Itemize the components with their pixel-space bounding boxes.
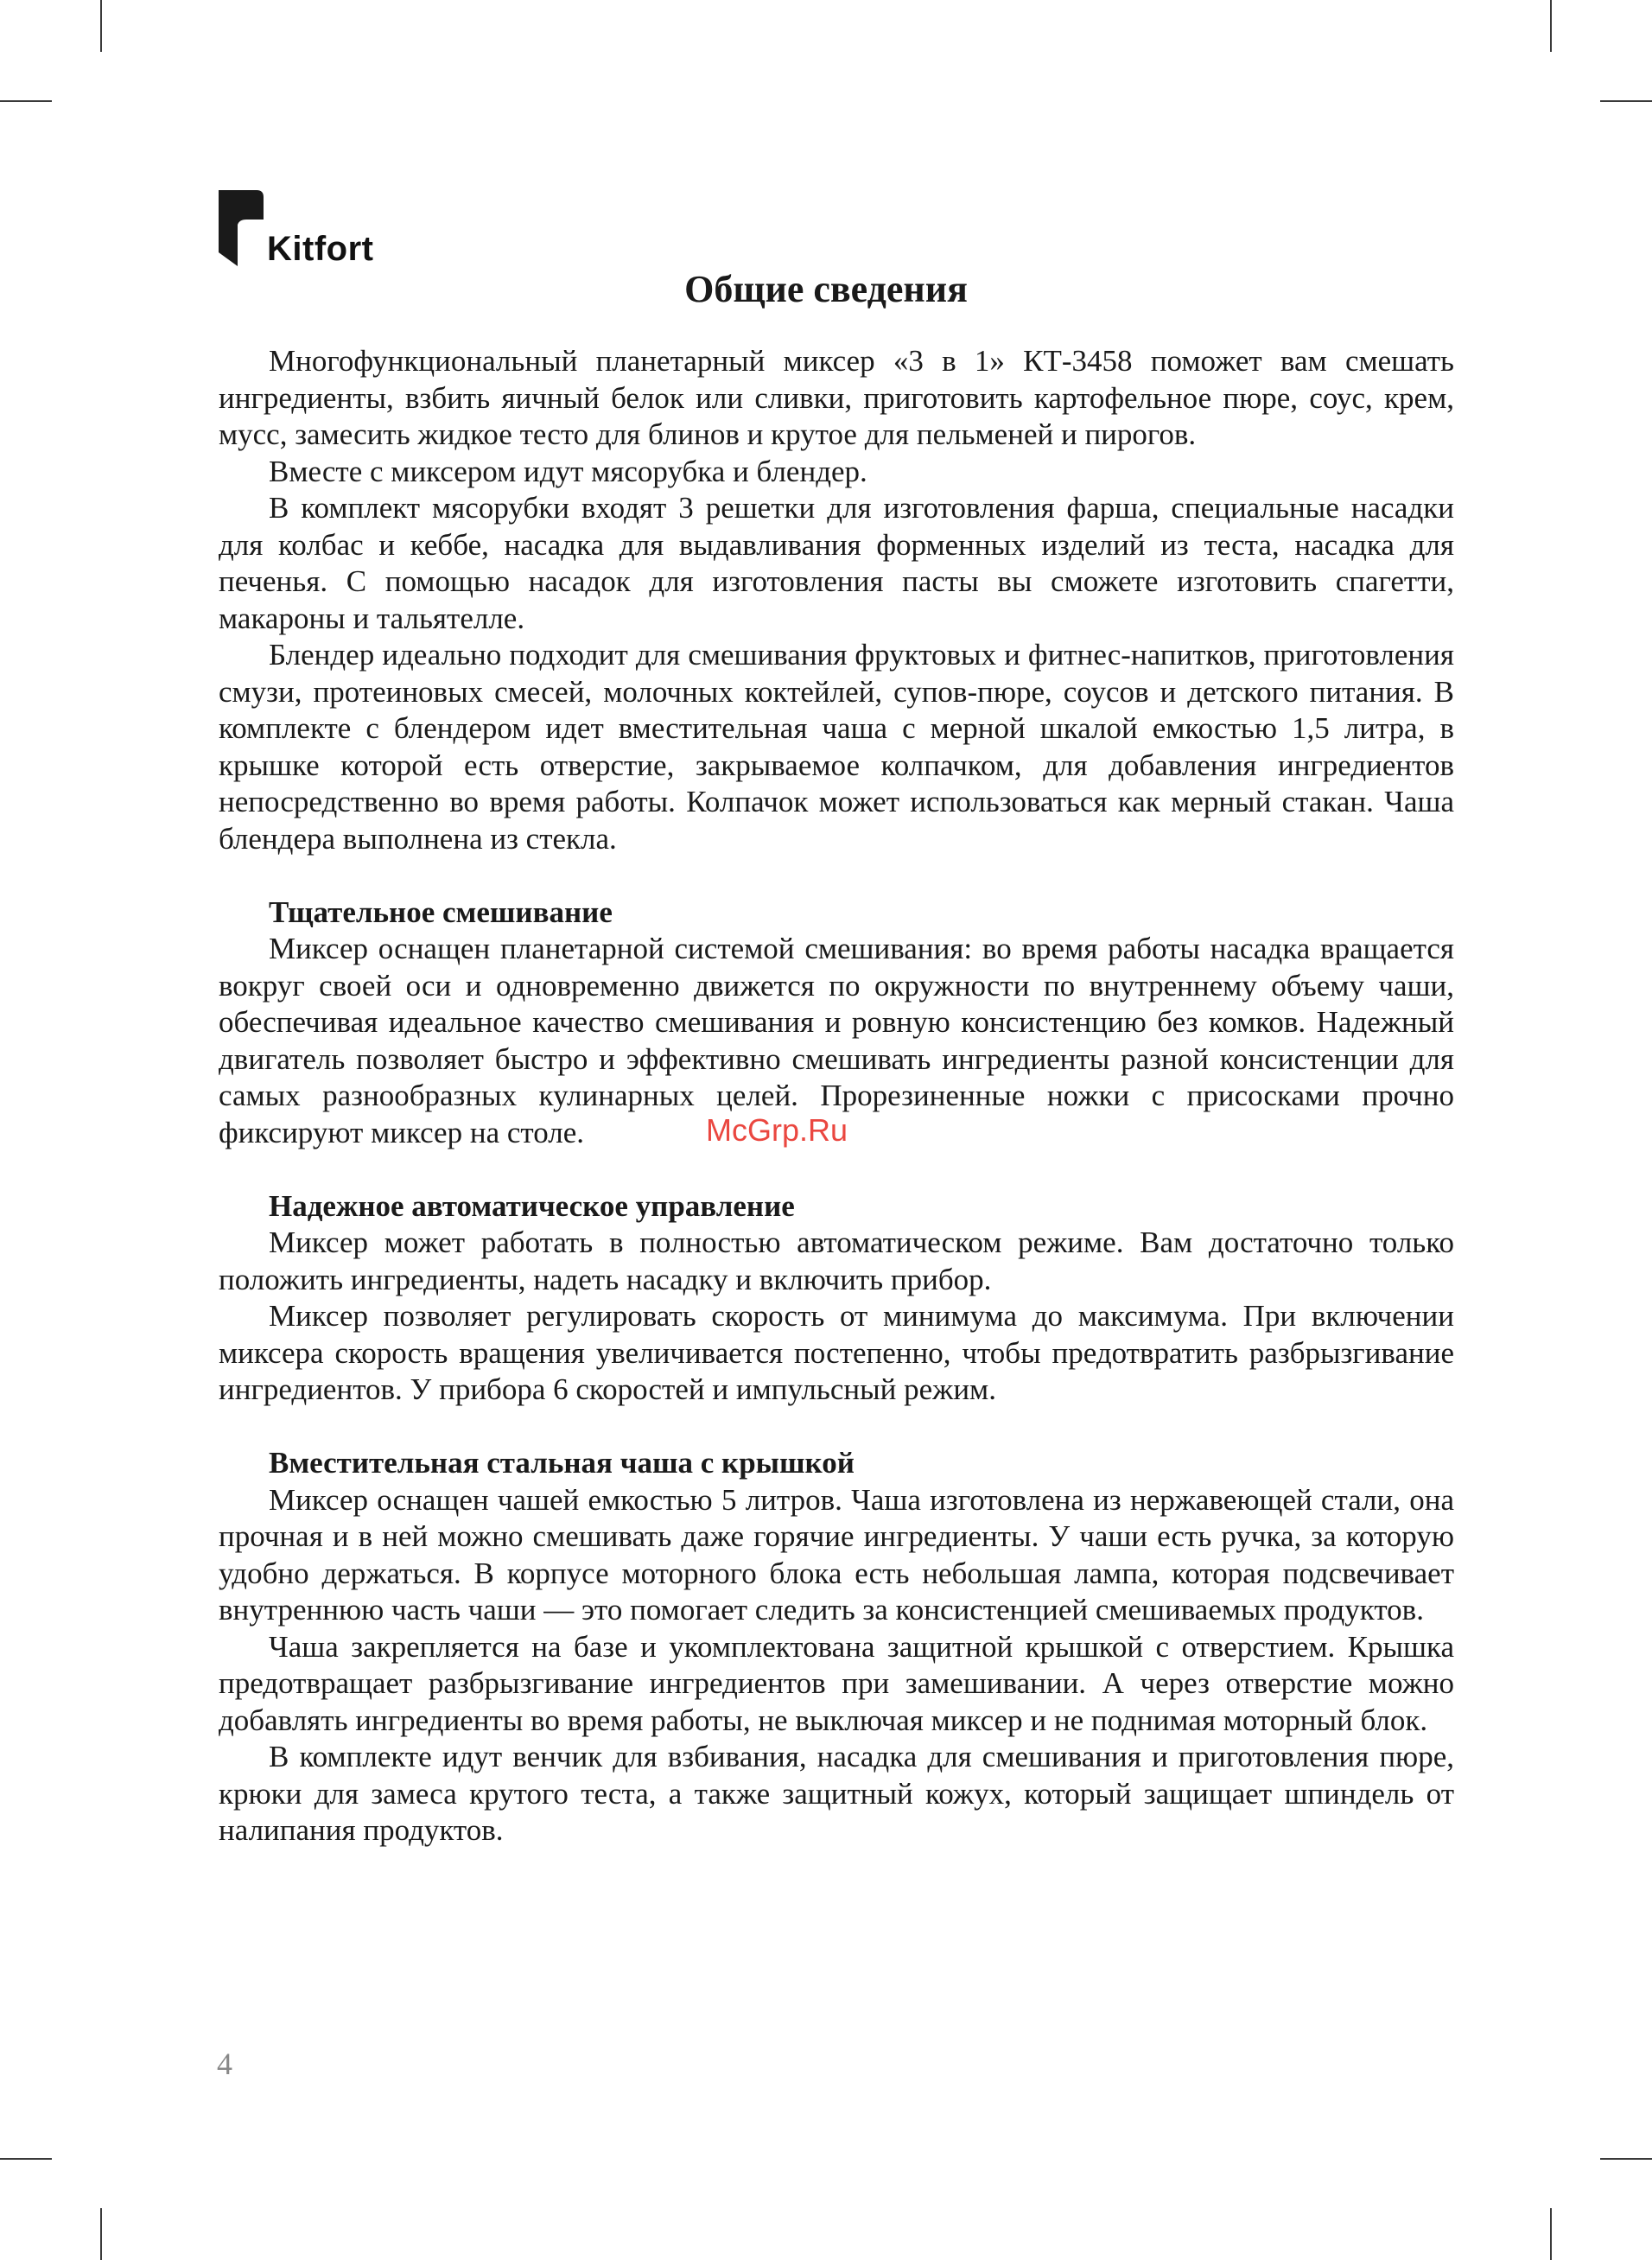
- document-body: [219, 343, 1454, 1849]
- page-number: 4: [217, 2047, 232, 2081]
- section-paragraph: Миксер позволяет регулировать скорость от минимума до максимума. При включении миксера скорость вращения увеличивается постепенно, чтобы предотвратить разбрызгивание ингредиентов. У прибора 6 скоростей и импульсный режим.: [219, 1299, 1454, 1406]
- crop-mark-bottom-right-vertical: [1550, 2208, 1552, 2260]
- section-paragraph: Миксер может работать в полностью автоматическом режиме. Вам достаточно только положить ингредиенты, надеть насадку и включить прибор.: [219, 1225, 1454, 1296]
- page-title: Общие сведения: [684, 268, 968, 310]
- section-paragraph: В комплекте идут венчик для взбивания, насадка для смешивания и приготовления пюре, крюки для замеса крутого теста, а также защитный кожух, который защищает шпиндель от налипания продуктов.: [219, 1740, 1454, 1847]
- section-paragraph: Чаша закрепляется на базе и укомплектована защитной крышкой с отверстием. Крышка предотвращает разбрызгивание ингредиентов при замешивании. А через отверстие можно добавлять ингредиенты во время работы, не выключая миксер и не поднимая моторный блок.: [219, 1629, 1454, 1737]
- section-heading-bowl: Вместительная стальная чаша с крышкой: [269, 1446, 855, 1480]
- section-paragraph: Миксер оснащен чашей емкостью 5 литров. Чаша изготовлена из нержавеющей стали, она прочная и в ней можно смешивать даже горячие ингредиенты. У чаши есть ручка, за которую удобно держаться. В корпусе моторного блока есть небольшая лампа, которая подсвечивает внутреннюю часть чаши — это помогает следить за консистенцией смешиваемых продуктов.: [219, 1482, 1454, 1627]
- section-heading-control: Надежное автоматическое управление: [269, 1188, 795, 1223]
- crop-mark-top-right-horizontal: [1600, 100, 1652, 102]
- section-paragraph: Миксер оснащен планетарной системой смешивания: во время работы насадка вращается вокруг своей оси и одновременно движется по окружности по внутреннему объему чаши, обеспечивая идеальное качество смешивания и ровную консистенцию без комков. Надежный двигатель позволяет быстро и эффективно смешивать ингредиенты разной консистенции для самых разнообразных кулинарных целей. Прорезиненные ножки с присосками прочно фиксируют миксер на столе.: [219, 932, 1454, 1149]
- logo-wordmark: Kitfort: [267, 230, 374, 268]
- crop-mark-top-left-vertical: [100, 0, 102, 52]
- intro-paragraph: В комплект мясорубки входят 3 решетки для изготовления фарша, специальные насадки для колбас и кеббе, насадка для выдавливания форменных изделий из теста, насадка для печенья. С помощью насадок для изготовления пасты вы сможете изготовить спагетти, макароны и тальятелле.: [219, 491, 1454, 635]
- intro-paragraph: Вместе с миксером идут мясорубка и блендер.: [269, 454, 867, 488]
- watermark: McGrp.Ru: [706, 1112, 848, 1148]
- crop-mark-top-right-vertical: [1550, 0, 1552, 52]
- intro-paragraph: Блендер идеально подходит для смешивания фруктовых и фитнес-напитков, приготовления смузи, протеиновых смесей, молочных коктейлей, супов-пюре, соусов и детского питания. В комплекте с блендером идет вместительная чаша с мерной шкалой емкостью 1,5 литра, в крышке которой есть отверстие, закрываемое колпачком, для добавления ингредиентов непосредственно во время работы. Колпачок может использоваться как мерный стакан. Чаша блендера выполнена из стекла.: [219, 638, 1454, 856]
- crop-mark-bottom-right-horizontal: [1600, 2158, 1652, 2160]
- section-heading-mixing: Тщательное смешивание: [269, 894, 613, 929]
- kitfort-logo-icon: [219, 190, 267, 270]
- crop-mark-top-left-horizontal: [0, 100, 52, 102]
- crop-mark-bottom-left-horizontal: [0, 2158, 52, 2160]
- intro-paragraph: Многофункциональный планетарный миксер «3 в 1» КТ-3458 поможет вам смешать ингредиенты, взбить яичный белок или сливки, приготовить картофельное пюре, соус, крем, мусс, замесить жидкое тесто для блинов и крутое для пельменей и пирогов.: [219, 344, 1454, 451]
- crop-mark-bottom-left-vertical: [100, 2208, 102, 2260]
